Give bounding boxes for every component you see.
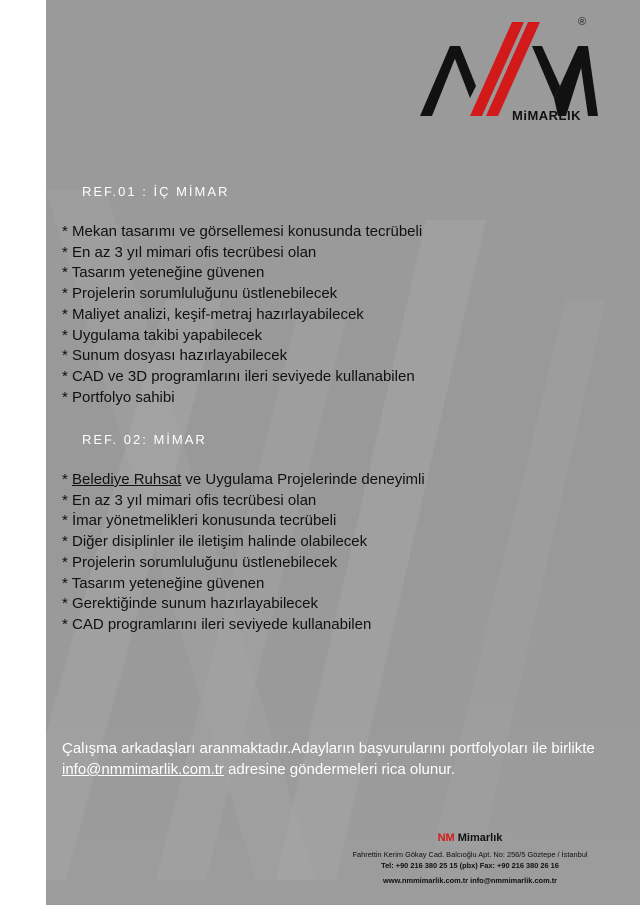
ref1-list bbox=[62, 222, 422, 408]
list-item: * En az 3 yıl mimari ofis tecrübesi olan bbox=[62, 491, 317, 509]
list-item: * Gerektiğinde sunum hazırlayabilecek bbox=[62, 595, 318, 613]
footer-name-prefix: NM bbox=[437, 832, 455, 844]
list-item: * Uygulama takibi yapabilecek bbox=[62, 326, 263, 344]
ref2-title: REF. 02: MİMAR bbox=[82, 432, 207, 447]
left-white-strip bbox=[0, 0, 46, 905]
list-item: * CAD programlarını ileri seviyede kullanabilen bbox=[62, 615, 372, 633]
brand-subtitle: MiMARLIK bbox=[512, 108, 581, 123]
footer-name-rest: Mimarlık bbox=[454, 832, 503, 844]
list-item bbox=[62, 470, 425, 491]
footer-address: Fahrettin Kerim Gökay Cad. Balcıoğlu Apt. No: 256/5 Göztepe / İstanbul bbox=[352, 850, 588, 859]
ref1-title: REF.01 : İÇ MİMAR bbox=[82, 184, 230, 199]
underlined-term: Belediye Ruhsat bbox=[72, 471, 182, 488]
closing-text: Çalışma arkadaşları aranmaktadır.Adayların başvurularını portfolyoları ile birlikte bbox=[62, 740, 595, 757]
ref2-list bbox=[62, 470, 425, 636]
item-rest: ve Uygulama Projelerinde deneyimli bbox=[181, 471, 425, 488]
list-item: * Projelerin sorumluluğunu üstlenebilecek bbox=[62, 285, 338, 303]
list-item: * Diğer disiplinler ile iletişim halinde olabilecek bbox=[62, 533, 368, 551]
footer-web[interactable]: www.nmmimarlik.com.tr info@nmmimarlik.com.tr bbox=[382, 876, 558, 885]
footer-phone: Tel: +90 216 380 25 15 (pbx) Fax: +90 216 380 26 16 bbox=[381, 861, 559, 870]
list-item: * Sunum dosyası hazırlayabilecek bbox=[62, 347, 288, 365]
closing-text-end: adresine göndermeleri rica olunur. bbox=[223, 761, 455, 778]
registered-mark: ® bbox=[578, 16, 587, 28]
list-item: * Projelerin sorumluluğunu üstlenebilecek bbox=[62, 553, 338, 571]
bullet-prefix: * bbox=[62, 471, 73, 488]
list-item: * Portfolyo sahibi bbox=[62, 388, 175, 406]
closing-paragraph bbox=[62, 738, 628, 780]
list-item: * İmar yönetmelikleri konusunda tecrübeli bbox=[62, 512, 337, 530]
list-item: * Tasarım yeteneğine güvenen bbox=[62, 574, 265, 592]
footer bbox=[300, 832, 640, 886]
list-item: * CAD ve 3D programlarını ileri seviyede kullanabilen bbox=[62, 367, 415, 385]
list-item: * Mekan tasarımı ve görsellemesi konusunda tecrübeli bbox=[62, 223, 423, 240]
list-item: * En az 3 yıl mimari ofis tecrübesi olan bbox=[62, 243, 317, 261]
email-link[interactable]: info@nmmimarlik.com.tr bbox=[62, 761, 224, 778]
list-item: * Tasarım yeteneğine güvenen bbox=[62, 264, 265, 282]
footer-company-name bbox=[300, 832, 640, 844]
list-item: * Maliyet analizi, keşif-metraj hazırlayabilecek bbox=[62, 305, 364, 323]
